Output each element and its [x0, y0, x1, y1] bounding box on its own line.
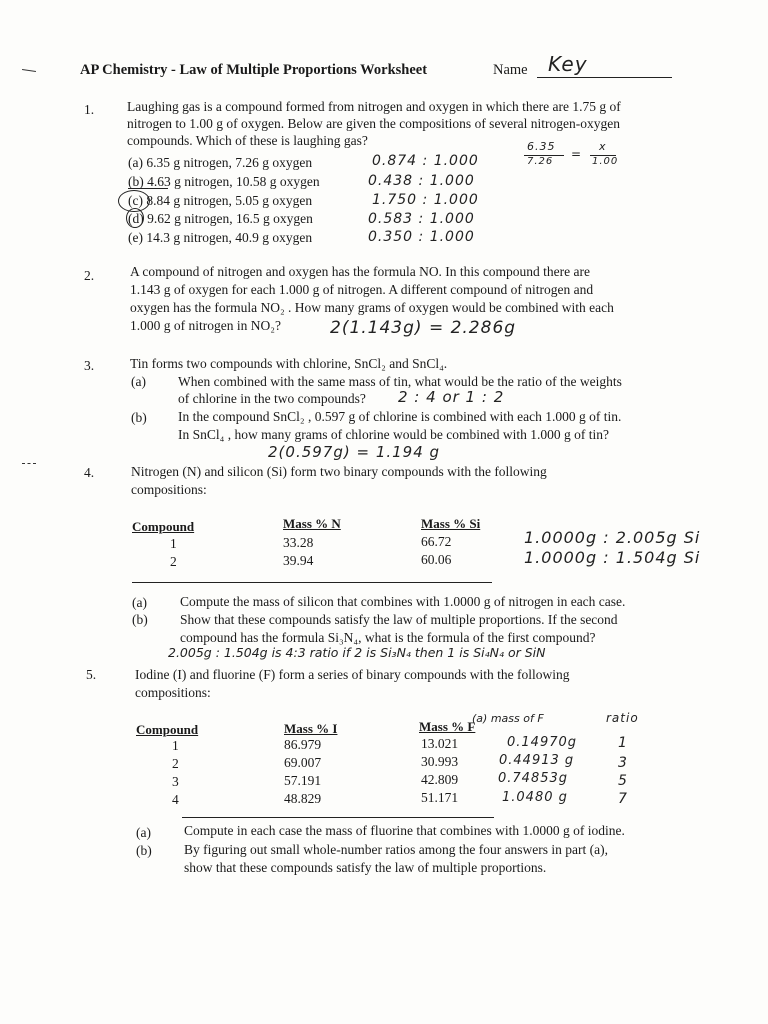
q2-line3: oxygen has the formula NO₂ . How many grams of oxygen would be combined with each: [130, 300, 614, 315]
q5-hand-header-ratio: ratio: [606, 711, 639, 725]
q3-b-line1: In the compound SnCl₂ , 0.597 g of chlorine is combined with each 1.000 g of tin.: [178, 409, 622, 424]
q4-b-line1: Show that these compounds satisfy the law of multiple proportions. If the second: [180, 612, 618, 627]
q1-hand-b: 0.438 : 1.000: [368, 173, 475, 189]
q5-b-line1: By figuring out small whole-number ratios among the four answers in part (a),: [184, 842, 609, 857]
q3-b-label: (b): [131, 410, 147, 425]
q4-header-si: Mass % Si: [421, 516, 481, 531]
q1-text: Laughing gas is a compound formed from nitrogen and oxygen in which there are 1.75 g of nitrogen to 1.00 g of oxygen. Below are given the compositions of several nitrogen-oxygen compounds. Which of these is laughing gas?: [127, 99, 621, 148]
q2-line2: 1.143 g of oxygen for each 1.000 g of nitrogen. A different compound of nitrogen and: [130, 282, 594, 297]
q3-a-line1: When combined with the same mass of tin, what would be the ratio of the weights: [178, 374, 622, 389]
q5-line1: Iodine (I) and fluorine (F) form a series of binary compounds with the following: [135, 667, 570, 682]
q5-table-rule: [182, 817, 494, 818]
q5-row3-i: 57.191: [284, 773, 322, 788]
q1-frac2-bottom: 1.00: [592, 156, 619, 167]
margin-mark: [22, 69, 36, 72]
q4-row1-si: 66.72: [421, 534, 452, 549]
q5-row1-ratio: 1: [618, 735, 628, 751]
q1-option-e: (e) 14.3 g nitrogen, 40.9 g oxygen: [128, 230, 313, 245]
q5-b-label: (b): [136, 843, 152, 858]
q1-frac1-bottom: 7.26: [527, 156, 554, 167]
q2-line1: A compound of nitrogen and oxygen has the formula NO. In this compound there are: [130, 264, 591, 279]
q1-frac2-top: x: [599, 140, 607, 153]
q5-row4-i: 48.829: [284, 791, 322, 806]
q5-header-i: Mass % I: [284, 721, 338, 736]
q3-b-hand: 2(0.597g) = 1.194 g: [268, 443, 441, 461]
q4-row2-n: 39.94: [283, 553, 314, 568]
q5-a-label: (a): [136, 825, 151, 840]
q4-header-n: Mass % N: [283, 516, 341, 531]
page-title: AP Chemistry - Law of Multiple Proportions Worksheet: [80, 62, 428, 78]
q4-a-label: (a): [132, 595, 147, 610]
q1-hand-e: 0.350 : 1.000: [368, 229, 475, 245]
q5-row2-mass: 0.44913 g: [499, 753, 575, 768]
underline-b: [128, 188, 168, 189]
q5-row4-f: 51.171: [421, 790, 459, 805]
q5-hand-header-mass: (a) mass of F: [472, 712, 544, 725]
q5-header-f: Mass % F: [419, 719, 476, 734]
q4-a-text: Compute the mass of silicon that combines with 1.0000 g of nitrogen in each case.: [180, 594, 626, 609]
q5-number: 5.: [86, 667, 97, 682]
q4-b-hand: 2.005g : 1.504g is 4:3 ratio if 2 is Si₃N₄ then 1 is Si₄N₄ or SiN: [168, 645, 546, 660]
q5-b-line2: show that these compounds satisfy the law of multiple proportions.: [184, 860, 547, 875]
q4-header-compound: Compound: [132, 519, 195, 534]
q5-header-compound: Compound: [136, 722, 199, 737]
q4-table-rule: [132, 582, 492, 583]
q2-number: 2.: [84, 268, 95, 283]
q5-row3-mass: 0.74853g: [498, 771, 569, 786]
answer-circle: [126, 208, 144, 228]
q3-a-hand: 2 : 4 or 1 : 2: [398, 388, 505, 406]
q5-line2: compositions:: [135, 685, 211, 700]
q3-a-line2: of chlorine in the two compounds?: [178, 391, 366, 406]
q4-row2-hand: 1.0000g : 1.504g Si: [524, 548, 701, 567]
q5-row3-ratio: 5: [618, 773, 628, 789]
q1-option-a: (a) 6.35 g nitrogen, 7.26 g oxygen: [128, 155, 313, 170]
q1-option-b: (b) 4.63 g nitrogen, 10.58 g oxygen: [128, 174, 320, 189]
q1-frac1-top: 6.35: [527, 140, 556, 153]
name-label: Name: [493, 62, 528, 78]
q4-b-label: (b): [132, 612, 148, 627]
q4-row2-si: 60.06: [421, 552, 452, 567]
q3-a-label: (a): [131, 374, 146, 389]
q5-row3-f: 42.809: [421, 772, 459, 787]
q1-hand-c: 1.750 : 1.000: [372, 192, 479, 208]
q4-line2: compositions:: [131, 482, 207, 497]
q5-row2-f: 30.993: [421, 754, 459, 769]
q4-line1: Nitrogen (N) and silicon (Si) form two binary compounds with the following: [131, 464, 547, 479]
q5-a-text: Compute in each case the mass of fluorine that combines with 1.0000 g of iodine.: [184, 823, 625, 838]
margin-mark: [22, 463, 36, 464]
q1-number: 1.: [84, 102, 95, 117]
name-value: Key: [548, 52, 588, 76]
q3-number: 3.: [84, 358, 95, 373]
q5-row4-ratio: 7: [618, 791, 628, 807]
q1-hand-a: 0.874 : 1.000: [372, 153, 479, 169]
q5-row2-i: 69.007: [284, 755, 322, 770]
q1-hand-d: 0.583 : 1.000: [368, 211, 475, 227]
q4-row2-compound: 2: [170, 554, 177, 569]
q5-row1-compound: 1: [172, 738, 179, 753]
q1-eq: =: [571, 147, 583, 161]
q5-row1-mass: 0.14970g: [507, 735, 578, 750]
q5-row1-i: 86.979: [284, 737, 322, 752]
q4-b-line2: compound has the formula Si₃N₄, what is the formula of the first compound?: [180, 630, 596, 645]
q5-row4-compound: 4: [172, 792, 179, 807]
q4-row1-hand: 1.0000g : 2.005g Si: [524, 528, 701, 547]
q2-line4: 1.000 g of nitrogen in NO₂?: [130, 318, 281, 333]
name-line: [537, 77, 672, 78]
q5-row2-ratio: 3: [618, 755, 628, 771]
q5-row2-compound: 2: [172, 756, 179, 771]
q4-row1-n: 33.28: [283, 535, 314, 550]
q3-b-line2: In SnCl₄ , how many grams of chlorine would be combined with 1.000 g of tin?: [178, 427, 610, 442]
q5-row3-compound: 3: [172, 774, 179, 789]
q1-option-c: (c) 8.84 g nitrogen, 5.05 g oxygen: [128, 193, 313, 208]
q4-number: 4.: [84, 465, 95, 480]
q1-option-d: (d) 9.62 g nitrogen, 16.5 g oxygen: [128, 211, 313, 226]
q3-intro: Tin forms two compounds with chlorine, SnCl₂ and SnCl₄.: [130, 356, 448, 371]
q5-row1-f: 13.021: [421, 736, 459, 751]
q2-hand: 2(1.143g) = 2.286g: [330, 318, 517, 338]
q4-row1-compound: 1: [170, 536, 177, 551]
q5-row4-mass: 1.0480 g: [502, 790, 568, 805]
